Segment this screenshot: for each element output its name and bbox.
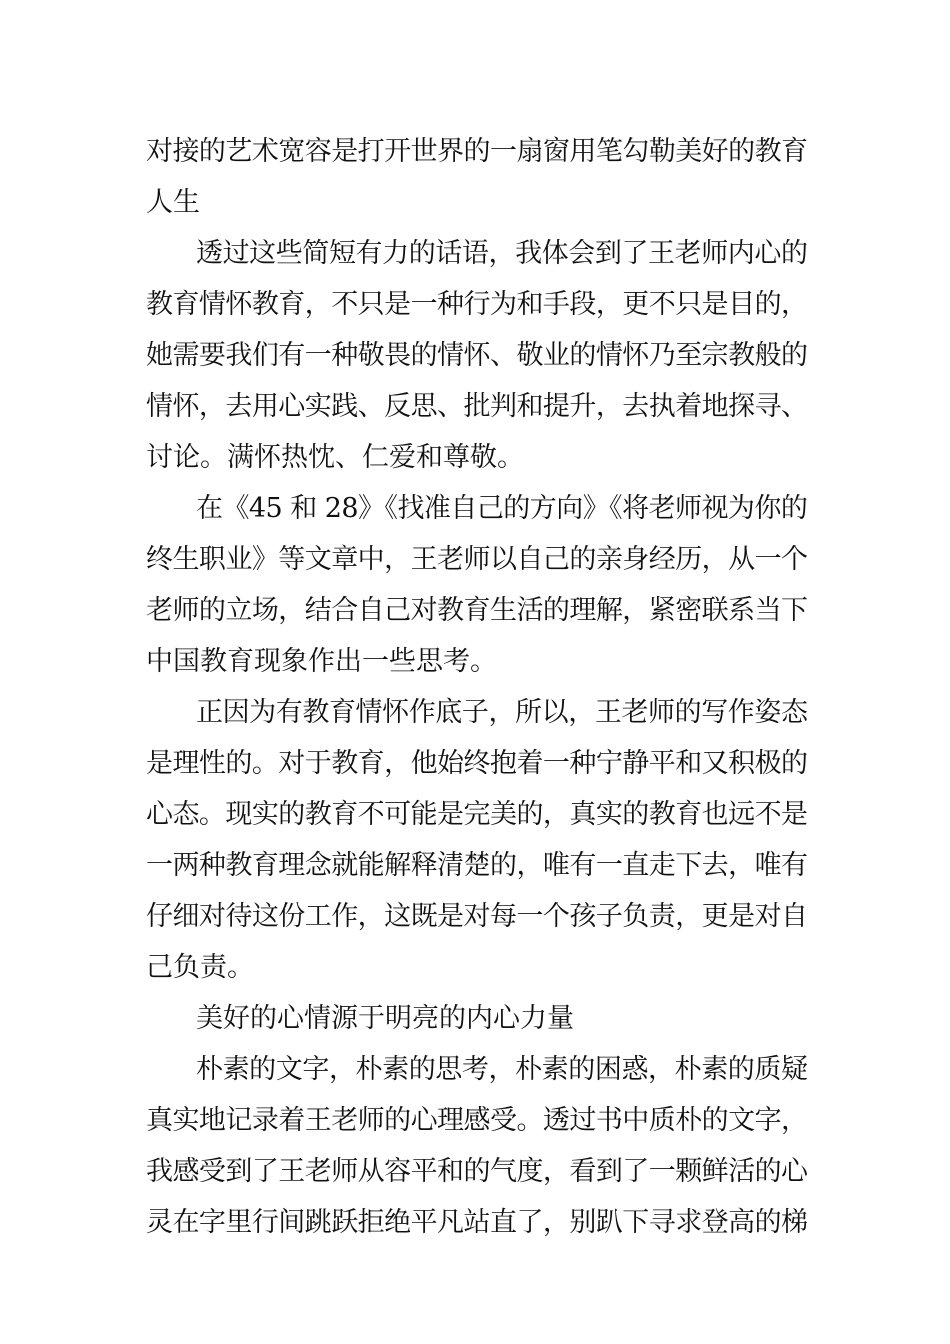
document-body	[146, 126, 808, 1248]
text-line: 灵在字里行间跳跃拒绝平凡站直了，别趴下寻求登高的梯	[146, 1207, 808, 1238]
text-line: 老师的立场，结合自己对教育生活的理解，紧密联系当下	[146, 595, 808, 626]
text-line: 在《45 和 28》《找准自己的方向》《将老师视为你的	[196, 493, 808, 524]
text-line: 朴素的文字，朴素的思考，朴素的困惑，朴素的质疑	[196, 1054, 808, 1085]
text-line: 教育情怀教育，不只是一种行为和手段，更不只是目的，	[146, 289, 808, 320]
text-line: 己负责。	[146, 952, 254, 983]
text-line: 对接的艺术宽容是打开世界的一扇窗用笔勾勒美好的教育	[146, 136, 808, 167]
text-line: 真实地记录着王老师的心理感受。透过书中质朴的文字，	[146, 1105, 808, 1136]
text-line: 中国教育现象作出一些思考。	[146, 646, 497, 677]
text-line: 情怀，去用心实践、反思、批判和提升，去执着地探寻、	[146, 391, 808, 422]
text-line: 美好的心情源于明亮的内心力量	[196, 1003, 574, 1034]
text-line: 是理性的。对于教育，他始终抱着一种宁静平和又积极的	[146, 748, 808, 779]
text-line: 一两种教育理念就能解释清楚的，唯有一直走下去，唯有	[146, 850, 808, 881]
text-line: 终生职业》等文章中，王老师以自己的亲身经历，从一个	[146, 544, 808, 575]
text-line: 人生	[146, 187, 200, 218]
text-line: 讨论。满怀热忱、仁爱和尊敬。	[146, 442, 524, 473]
text-line: 她需要我们有一种敬畏的情怀、敬业的情怀乃至宗教般的	[146, 340, 808, 371]
text-line: 我感受到了王老师从容平和的气度，看到了一颗鲜活的心	[146, 1156, 808, 1187]
text-line: 正因为有教育情怀作底子，所以，王老师的写作姿态	[196, 697, 808, 728]
text-line: 心态。现实的教育不可能是完美的，真实的教育也远不是	[146, 799, 808, 830]
text-line: 透过这些简短有力的话语，我体会到了王老师内心的	[196, 238, 808, 269]
text-line: 仔细对待这份工作，这既是对每一个孩子负责，更是对自	[146, 901, 808, 932]
